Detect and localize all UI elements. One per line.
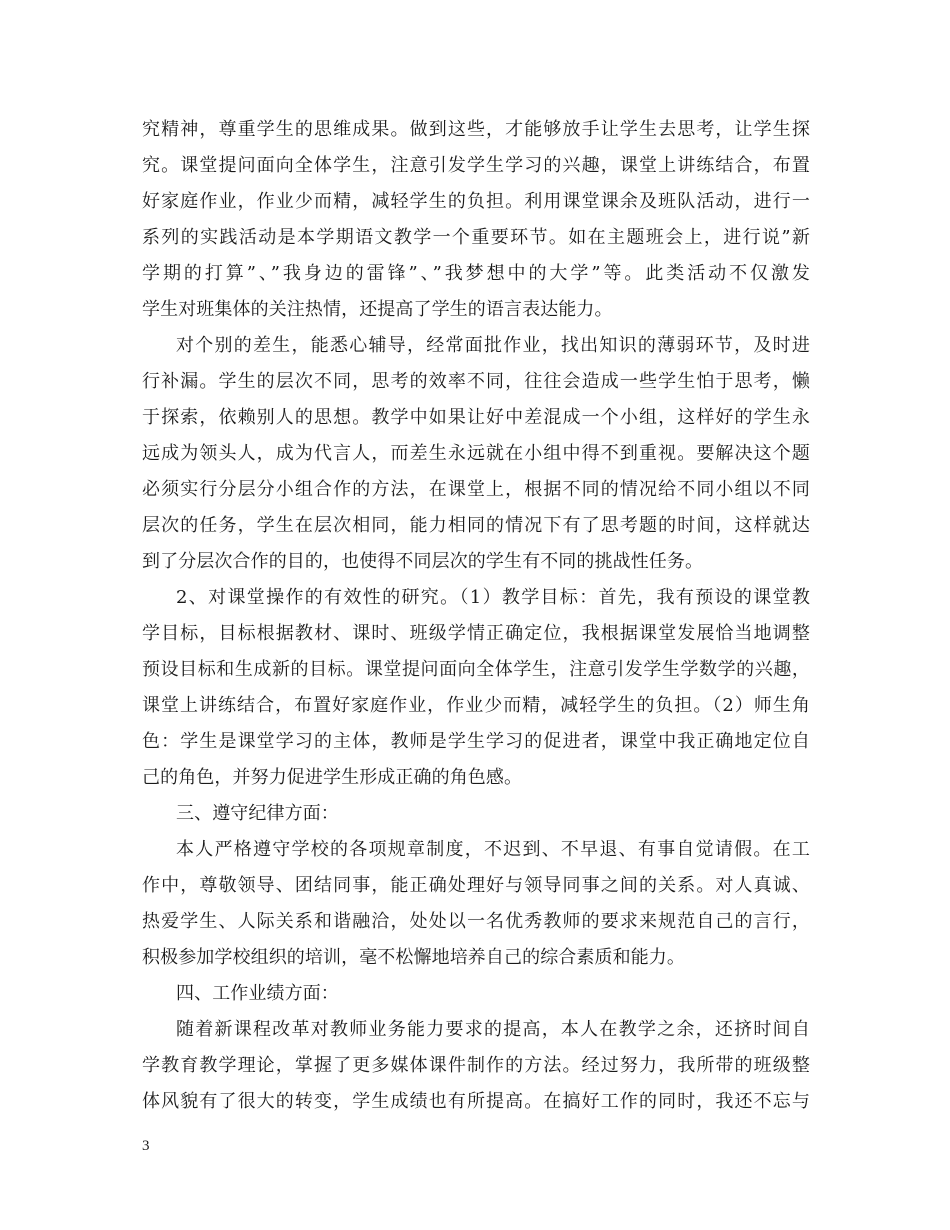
text-line: 四、工作业绩方面： [176, 983, 339, 1004]
text-line: 学教育教学理论，掌握了更多媒体课件制作的方法。经过努力，我所带的班级整 [142, 1055, 810, 1076]
text-line: 远成为领头人，成为代言人，而差生永远就在小组中得不到重视。要解决这个题 [142, 443, 810, 464]
text-line: 学目标，目标根据教材、课时、班级学情正确定位，我根据课堂发展恰当地调整 [142, 623, 810, 644]
text-line: 己的角色，并努力促进学生形成正确的角色感。 [142, 767, 523, 788]
text-line: 色：学生是课堂学习的主体，教师是学生学习的促进者，课堂中我正确地定位自 [142, 731, 810, 752]
text-line: 2、对课堂操作的有效性的研究。（1）教学目标：首先，我有预设的课堂教 [176, 587, 810, 608]
text-line: 积极参加学校组织的培训，毫不松懈地培养自己的综合素质和能力。 [142, 947, 685, 968]
text-line: 三、遵守纪律方面： [176, 803, 339, 824]
text-line: 随着新课程改革对教师业务能力要求的提高，本人在教学之余，还挤时间自 [176, 1019, 810, 1040]
text-line: 系列的实践活动是本学期语文教学一个重要环节。如在主题班会上，进行说”新 [142, 227, 810, 248]
text-line: 本人严格遵守学校的各项规章制度，不迟到、不早退、有事自觉请假。在工 [176, 839, 810, 860]
text-line: 对个别的差生，能悉心辅导，经常面批作业，找出知识的薄弱环节，及时进 [176, 335, 810, 356]
text-line: 好家庭作业，作业少而精，减轻学生的负担。利用课堂课余及班队活动，进行一 [142, 191, 810, 212]
text-line: 课堂上讲练结合，布置好家庭作业，作业少而精，减轻学生的负担。（2）师生角 [142, 695, 810, 716]
text-line: 究精神，尊重学生的思维成果。做到这些，才能够放手让学生去思考，让学生探 [142, 119, 810, 140]
text-line: 预设目标和生成新的目标。课堂提问面向全体学生，注意引发学生学数学的兴趣， [142, 659, 810, 680]
text-line: 作中，尊敬领导、团结同事，能正确处理好与领导同事之间的关系。对人真诚、 [142, 875, 810, 896]
text-line: 究。课堂提问面向全体学生，注意引发学生学习的兴趣，课堂上讲练结合，布置 [142, 155, 810, 176]
text-line: 学期的打算”、”我身边的雷锋”、”我梦想中的大学”等。此类活动不仅激发 [142, 263, 810, 284]
text-line: 到了分层次合作的目的，也使得不同层次的学生有不同的挑战性任务。 [142, 551, 704, 572]
text-line: 体风貌有了很大的转变，学生成绩也有所提高。在搞好工作的同时，我还不忘与 [142, 1091, 810, 1112]
text-line: 必须实行分层分小组合作的方法，在课堂上，根据不同的情况给不同小组以不同 [142, 479, 810, 500]
page-number: 3 [142, 1138, 150, 1154]
text-line: 于探索，依赖别人的思想。教学中如果让好中差混成一个小组，这样好的学生永 [142, 407, 810, 428]
text-line: 层次的任务，学生在层次相同，能力相同的情况下有了思考题的时间，这样就达 [142, 515, 810, 536]
document-body [142, 112, 810, 1120]
text-line: 热爱学生、人际关系和谐融洽，处处以一名优秀教师的要求来规范自己的言行， [142, 911, 810, 932]
text-line: 学生对班集体的关注热情，还提高了学生的语言表达能力。 [142, 299, 613, 320]
text-line: 行补漏。学生的层次不同，思考的效率不同，往往会造成一些学生怕于思考，懒 [142, 371, 810, 392]
